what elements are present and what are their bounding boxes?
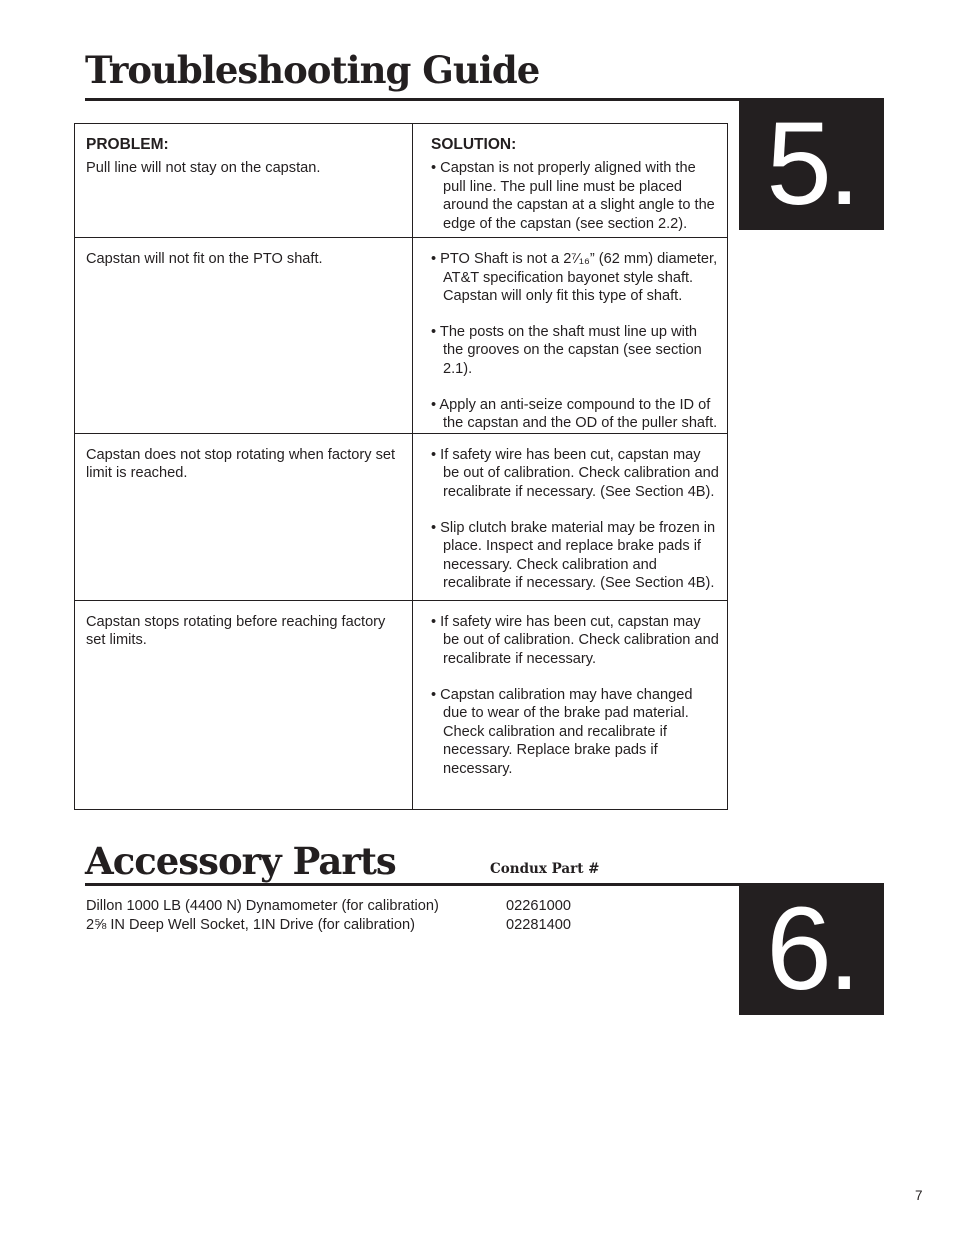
list-item (86, 897, 646, 916)
problem-text: Pull line will not stay on the capstan. (86, 160, 321, 176)
solution-bullet: • Capstan calibration may have changed due to wear of the brake pad material. Check calibration and recalibrate if necessary. Replace brake pads if necessary. (431, 686, 693, 777)
title-rule (85, 883, 745, 886)
parts-list (86, 897, 646, 935)
solution-bullet: • If safety wire has been cut, capstan may be out of calibration. Check calibration and recalibrate if necessary. (See Section 4B). (431, 446, 719, 500)
part-number-column-label: Condux Part # (490, 861, 600, 877)
problem-cell (75, 433, 413, 600)
troubleshooting-table (74, 123, 728, 810)
table-row (75, 124, 728, 238)
solution-bullet: • PTO Shaft is not a 2⁷⁄₁₆” (62 mm) diameter, AT&T specification bayonet style shaft. Capstan will only fit this type of shaft. (431, 251, 718, 305)
table-row (75, 238, 728, 434)
table-row (75, 433, 728, 600)
part-description: 2⅝ IN Deep Well Socket, 1IN Drive (for calibration) (86, 917, 416, 933)
problem-cell (75, 124, 413, 238)
problem-header: PROBLEM: (86, 136, 169, 153)
part-description: Dillon 1000 LB (4400 N) Dynamometer (for calibration) (86, 898, 439, 914)
problem-cell (75, 238, 413, 434)
problem-text: Capstan stops rotating before reaching factory set limits. (86, 613, 386, 649)
solution-cell (413, 238, 728, 434)
title-rule (85, 98, 745, 101)
solution-header: SOLUTION: (431, 136, 517, 153)
problem-text: Capstan will not fit on the PTO shaft. (86, 251, 323, 267)
solution-bullet: • The posts on the shaft must line up with the grooves on the capstan (see section 2.1). (431, 323, 702, 377)
solution-cell (413, 600, 728, 809)
part-number: 02281400 (506, 917, 571, 933)
solution-cell (413, 433, 728, 600)
solution-bullet: • If safety wire has been cut, capstan may be out of calibration. Check calibration and recalibrate if necessary. (431, 613, 719, 667)
section-number-badge: 5. (739, 98, 884, 230)
solution-cell (413, 124, 728, 238)
troubleshooting-title: Troubleshooting Guide (85, 48, 540, 92)
solution-bullet: • Apply an anti-seize compound to the ID of the capstan and the OD of the puller shaft. (431, 396, 718, 432)
solution-bullet: • Slip clutch brake material may be frozen in place. Inspect and replace brake pads if necessary. Check calibration and recalibrate if necessary. (See Section 4B). (431, 519, 716, 592)
page-number: 7 (915, 1188, 923, 1203)
accessory-parts-title: Accessory Parts (85, 839, 396, 883)
list-item (86, 916, 646, 935)
table-row (75, 600, 728, 809)
problem-cell (75, 600, 413, 809)
section-number-badge: 6. (739, 883, 884, 1015)
solution-bullet: • Capstan is not properly aligned with the pull line. The pull line must be placed around the capstan at a slight angle to the edge of the capstan (see section 2.2). (431, 160, 715, 232)
part-number: 02261000 (506, 898, 571, 914)
problem-text: Capstan does not stop rotating when factory set limit is reached. (86, 446, 396, 482)
